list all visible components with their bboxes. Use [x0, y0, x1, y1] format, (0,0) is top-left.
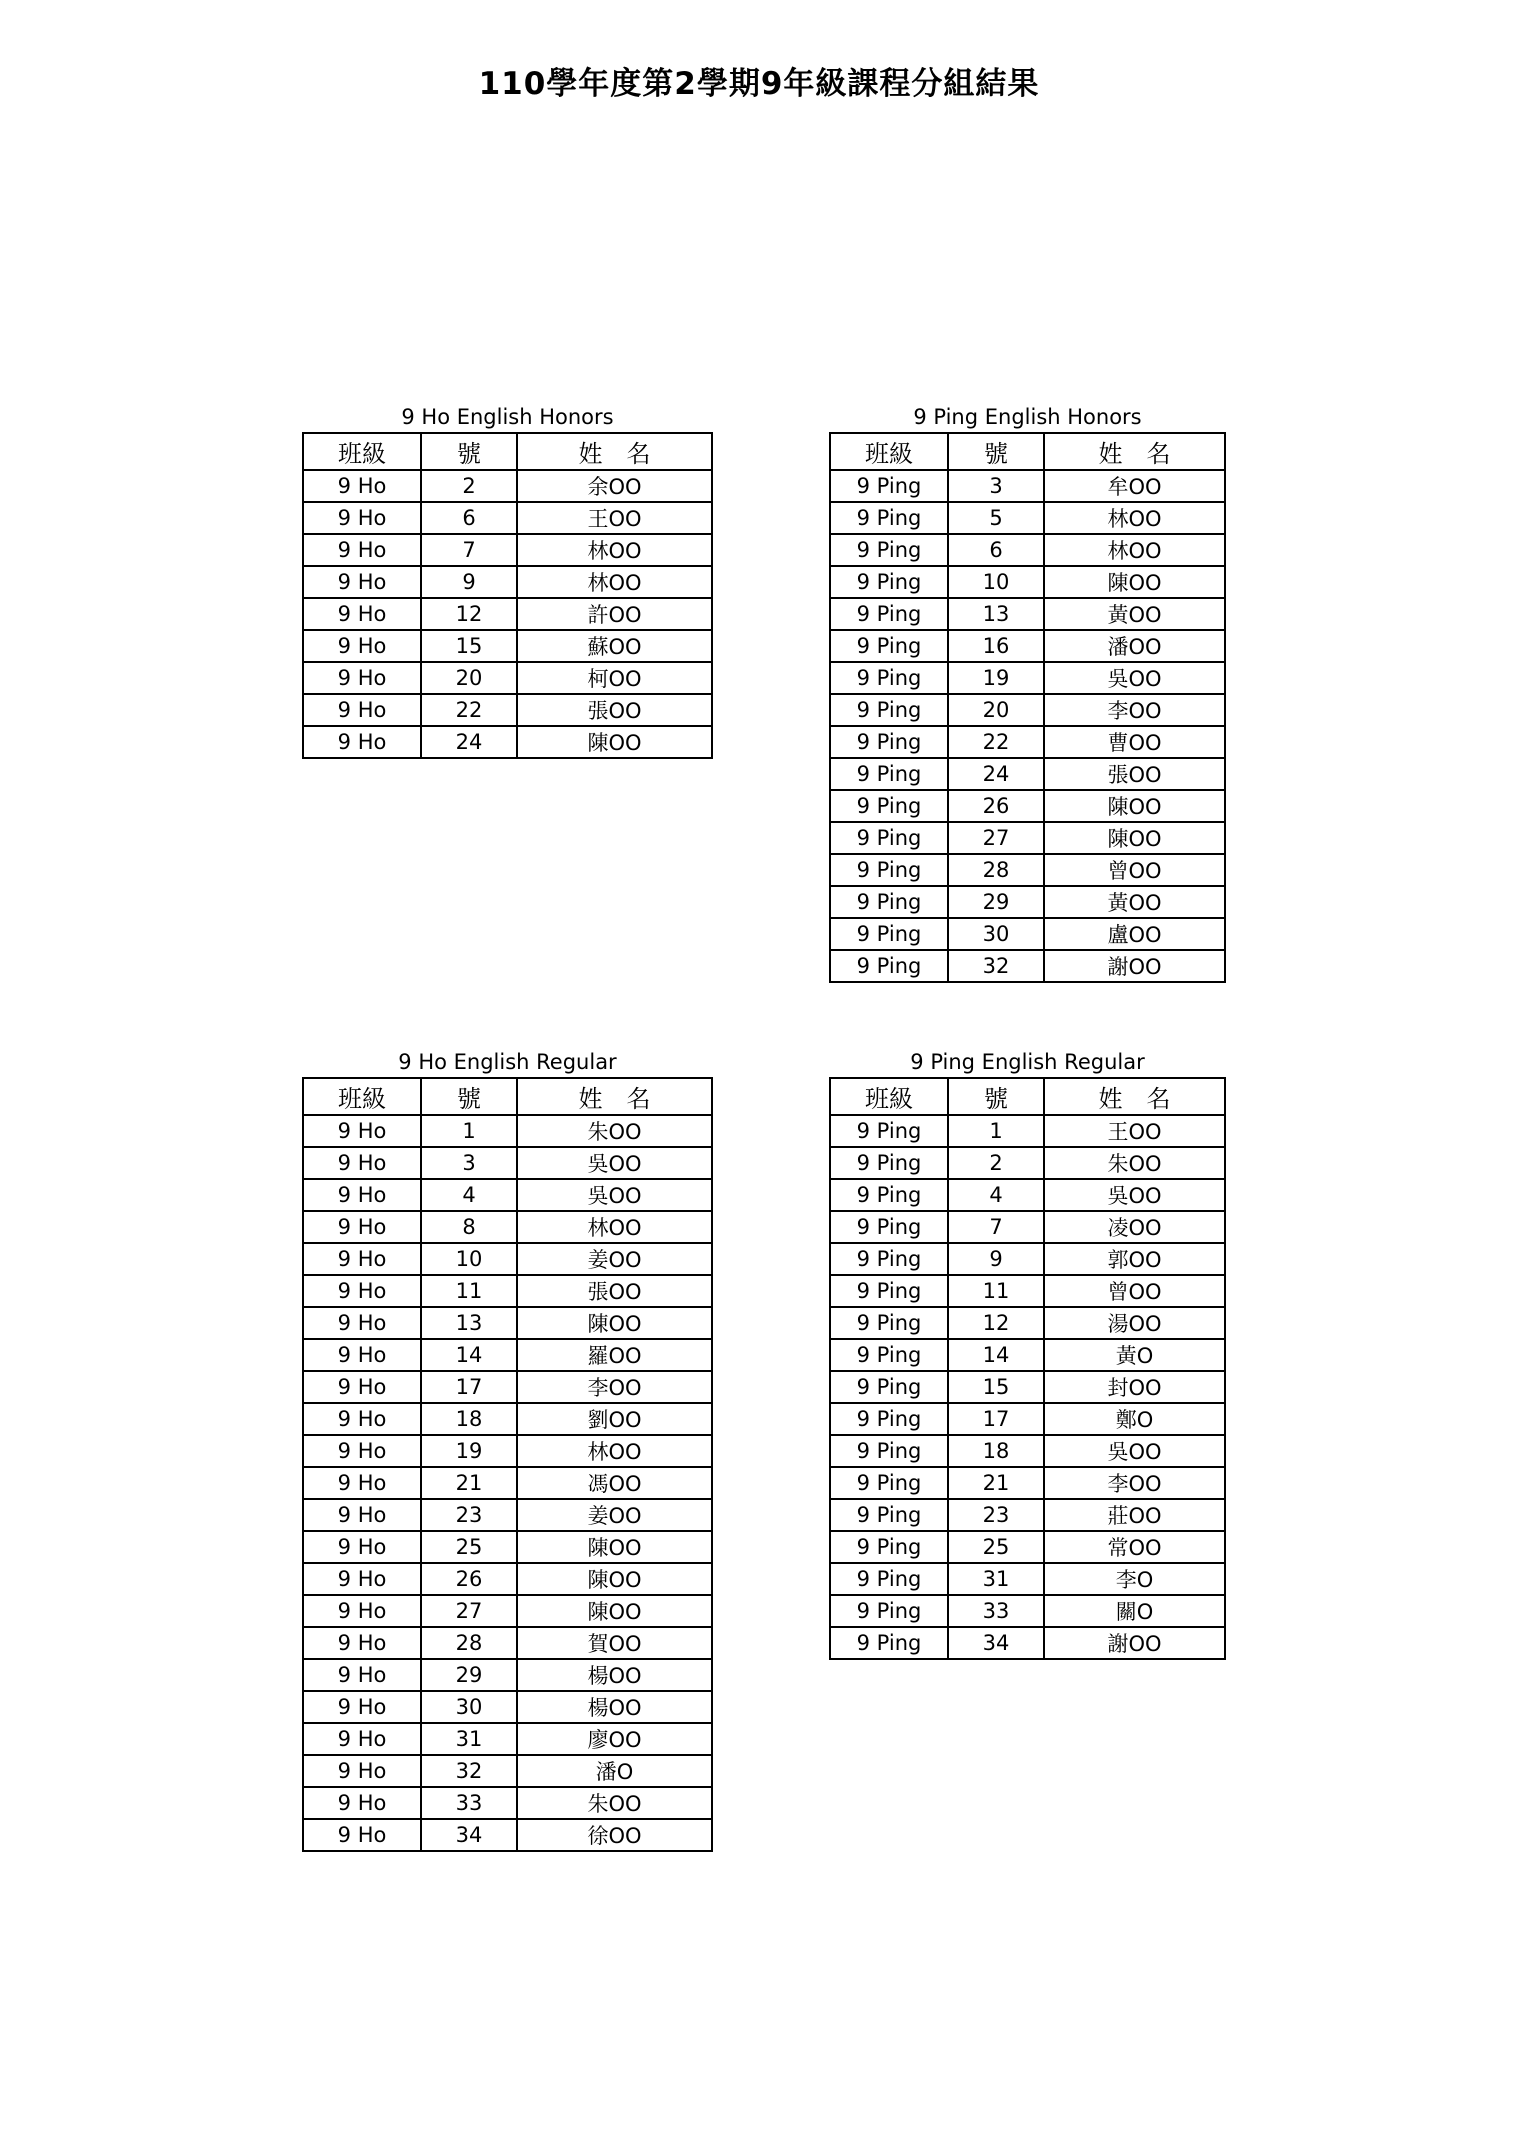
table-row — [830, 566, 1225, 598]
cell-class: 9 Ping — [830, 1531, 948, 1563]
table-row — [830, 1531, 1225, 1563]
table-row — [303, 1659, 712, 1691]
cell-class: 9 Ping — [830, 1627, 948, 1659]
table-row — [830, 1627, 1225, 1659]
cell-class: 9 Ho — [303, 1563, 421, 1595]
cell-name: 徐OO — [517, 1819, 712, 1851]
table-row — [830, 854, 1225, 886]
cell-name: 潘O — [517, 1755, 712, 1787]
table-row — [830, 694, 1225, 726]
cell-class: 9 Ho — [303, 662, 421, 694]
table-row — [830, 950, 1225, 982]
cell-class: 9 Ho — [303, 1115, 421, 1147]
header-class: 班級 — [303, 433, 421, 470]
table-row — [830, 758, 1225, 790]
header-class: 班級 — [830, 433, 948, 470]
cell-name: 許OO — [517, 598, 712, 630]
cell-number: 16 — [948, 630, 1044, 662]
cell-name: 馮OO — [517, 1467, 712, 1499]
cell-number: 14 — [421, 1339, 517, 1371]
cell-number: 13 — [421, 1307, 517, 1339]
cell-name: 吳OO — [1044, 1179, 1225, 1211]
cell-number: 9 — [421, 566, 517, 598]
cell-name: 林OO — [1044, 534, 1225, 566]
cell-name: 柯OO — [517, 662, 712, 694]
cell-class: 9 Ho — [303, 1691, 421, 1723]
cell-name: 謝OO — [1044, 950, 1225, 982]
cell-class: 9 Ping — [830, 1435, 948, 1467]
cell-number: 2 — [421, 470, 517, 502]
cell-number: 9 — [948, 1243, 1044, 1275]
cell-name: 黃OO — [1044, 598, 1225, 630]
cell-number: 22 — [421, 694, 517, 726]
cell-number: 19 — [421, 1435, 517, 1467]
cell-class: 9 Ho — [303, 470, 421, 502]
cell-number: 6 — [421, 502, 517, 534]
cell-name: 李OO — [1044, 1467, 1225, 1499]
table-caption: 9 Ho English Regular — [398, 1050, 617, 1074]
cell-class: 9 Ho — [303, 1179, 421, 1211]
cell-number: 2 — [948, 1147, 1044, 1179]
cell-class: 9 Ping — [830, 790, 948, 822]
cell-class: 9 Ping — [830, 534, 948, 566]
cell-class: 9 Ho — [303, 1819, 421, 1851]
table-row — [830, 662, 1225, 694]
cell-name: 陳OO — [517, 1307, 712, 1339]
table-row — [303, 1563, 712, 1595]
cell-number: 7 — [948, 1211, 1044, 1243]
cell-name: 姜OO — [517, 1243, 712, 1275]
table-row — [830, 918, 1225, 950]
cell-name: 賀OO — [517, 1627, 712, 1659]
cell-number: 15 — [948, 1371, 1044, 1403]
cell-name: 朱OO — [517, 1115, 712, 1147]
cell-name: 陳OO — [1044, 566, 1225, 598]
cell-class: 9 Ping — [830, 502, 948, 534]
cell-number: 12 — [421, 598, 517, 630]
table-row — [830, 1275, 1225, 1307]
table-body — [830, 470, 1225, 982]
cell-class: 9 Ping — [830, 1499, 948, 1531]
cell-class: 9 Ping — [830, 822, 948, 854]
table-row — [830, 630, 1225, 662]
cell-name: 劉OO — [517, 1403, 712, 1435]
cell-class: 9 Ping — [830, 1147, 948, 1179]
table-row — [830, 502, 1225, 534]
header-name: 姓 名 — [1044, 1078, 1225, 1115]
cell-name: 吳OO — [517, 1179, 712, 1211]
cell-name: 陳OO — [1044, 822, 1225, 854]
table-row — [303, 1819, 712, 1851]
cell-name: 牟OO — [1044, 470, 1225, 502]
cell-class: 9 Ho — [303, 1627, 421, 1659]
cell-number: 31 — [421, 1723, 517, 1755]
table-row — [303, 1115, 712, 1147]
table-row — [303, 502, 712, 534]
table-row — [303, 1691, 712, 1723]
cell-number: 31 — [948, 1563, 1044, 1595]
table-row — [303, 566, 712, 598]
cell-number: 17 — [948, 1403, 1044, 1435]
table-row — [830, 1499, 1225, 1531]
cell-class: 9 Ho — [303, 1435, 421, 1467]
cell-class: 9 Ping — [830, 1403, 948, 1435]
cell-name: 陳OO — [517, 726, 712, 758]
cell-number: 3 — [421, 1147, 517, 1179]
table-row — [830, 1595, 1225, 1627]
cell-number: 24 — [421, 726, 517, 758]
cell-class: 9 Ho — [303, 726, 421, 758]
cell-name: 王OO — [517, 502, 712, 534]
cell-name: 郭OO — [1044, 1243, 1225, 1275]
table-body — [303, 1115, 712, 1851]
cell-number: 22 — [948, 726, 1044, 758]
cell-number: 6 — [948, 534, 1044, 566]
cell-number: 1 — [421, 1115, 517, 1147]
cell-number: 29 — [948, 886, 1044, 918]
roster-table — [302, 1077, 713, 1852]
roster-table — [302, 432, 713, 759]
header-name: 姓 名 — [517, 433, 712, 470]
cell-name: 林OO — [517, 1435, 712, 1467]
table-row — [303, 1147, 712, 1179]
table-body — [303, 470, 712, 758]
cell-number: 12 — [948, 1307, 1044, 1339]
table-row — [830, 1243, 1225, 1275]
cell-name: 潘OO — [1044, 630, 1225, 662]
table-row — [830, 790, 1225, 822]
cell-name: 陳OO — [517, 1563, 712, 1595]
cell-number: 26 — [948, 790, 1044, 822]
table-row — [830, 598, 1225, 630]
header-row — [830, 1078, 1225, 1115]
cell-class: 9 Ho — [303, 534, 421, 566]
table-row — [303, 630, 712, 662]
cell-class: 9 Ho — [303, 1307, 421, 1339]
cell-name: 王OO — [1044, 1115, 1225, 1147]
cell-class: 9 Ho — [303, 1787, 421, 1819]
cell-class: 9 Ping — [830, 1595, 948, 1627]
table-row — [303, 598, 712, 630]
table-row — [830, 1211, 1225, 1243]
roster-table — [829, 1077, 1226, 1660]
table-body — [830, 1115, 1225, 1659]
cell-name: 陳OO — [517, 1531, 712, 1563]
table-row — [303, 1595, 712, 1627]
cell-class: 9 Ho — [303, 1467, 421, 1499]
cell-name: 黃O — [1044, 1339, 1225, 1371]
cell-class: 9 Ho — [303, 630, 421, 662]
cell-name: 曾OO — [1044, 854, 1225, 886]
cell-class: 9 Ping — [830, 598, 948, 630]
table-row — [303, 694, 712, 726]
cell-name: 陳OO — [517, 1595, 712, 1627]
cell-class: 9 Ping — [830, 662, 948, 694]
cell-name: 廖OO — [517, 1723, 712, 1755]
cell-name: 李OO — [1044, 694, 1225, 726]
cell-number: 4 — [948, 1179, 1044, 1211]
cell-number: 17 — [421, 1371, 517, 1403]
ping-regular-block — [829, 1047, 1226, 1660]
cell-class: 9 Ping — [830, 630, 948, 662]
cell-number: 20 — [948, 694, 1044, 726]
cell-name: 朱OO — [1044, 1147, 1225, 1179]
cell-number: 28 — [948, 854, 1044, 886]
table-row — [303, 1435, 712, 1467]
cell-name: 林OO — [517, 1211, 712, 1243]
table-row — [303, 1499, 712, 1531]
cell-name: 封OO — [1044, 1371, 1225, 1403]
cell-name: 蘇OO — [517, 630, 712, 662]
cell-class: 9 Ho — [303, 1403, 421, 1435]
cell-name: 李OO — [517, 1371, 712, 1403]
cell-class: 9 Ping — [830, 470, 948, 502]
cell-number: 21 — [421, 1467, 517, 1499]
cell-class: 9 Ping — [830, 950, 948, 982]
cell-number: 34 — [948, 1627, 1044, 1659]
table-row — [830, 470, 1225, 502]
table-row — [303, 534, 712, 566]
cell-class: 9 Ping — [830, 1563, 948, 1595]
table-row — [303, 1307, 712, 1339]
cell-number: 8 — [421, 1211, 517, 1243]
table-row — [303, 1339, 712, 1371]
ping-honors-block — [829, 402, 1226, 983]
cell-number: 33 — [948, 1595, 1044, 1627]
table-row — [830, 1371, 1225, 1403]
cell-number: 11 — [948, 1275, 1044, 1307]
cell-class: 9 Ping — [830, 1467, 948, 1499]
cell-number: 32 — [421, 1755, 517, 1787]
cell-number: 13 — [948, 598, 1044, 630]
table-row — [303, 1723, 712, 1755]
cell-class: 9 Ho — [303, 1755, 421, 1787]
table-row — [303, 1275, 712, 1307]
cell-class: 9 Ping — [830, 854, 948, 886]
header-class: 班級 — [303, 1078, 421, 1115]
header-row — [303, 1078, 712, 1115]
cell-name: 張OO — [1044, 758, 1225, 790]
cell-number: 23 — [421, 1499, 517, 1531]
table-row — [830, 822, 1225, 854]
cell-name: 凌OO — [1044, 1211, 1225, 1243]
cell-class: 9 Ping — [830, 1115, 948, 1147]
cell-class: 9 Ho — [303, 1339, 421, 1371]
cell-number: 33 — [421, 1787, 517, 1819]
table-row — [830, 1467, 1225, 1499]
table-row — [303, 1467, 712, 1499]
cell-name: 吳OO — [517, 1147, 712, 1179]
cell-class: 9 Ho — [303, 1595, 421, 1627]
cell-class: 9 Ping — [830, 726, 948, 758]
cell-name: 陳OO — [1044, 790, 1225, 822]
cell-number: 25 — [421, 1531, 517, 1563]
cell-number: 19 — [948, 662, 1044, 694]
header-number: 號 — [948, 1078, 1044, 1115]
table-row — [303, 1211, 712, 1243]
cell-number: 10 — [421, 1243, 517, 1275]
cell-class: 9 Ho — [303, 1211, 421, 1243]
table-row — [830, 886, 1225, 918]
page-title: 110學年度第2學期9年級課程分組結果 — [478, 66, 1040, 102]
header-number: 號 — [421, 1078, 517, 1115]
cell-name: 李O — [1044, 1563, 1225, 1595]
cell-class: 9 Ping — [830, 1211, 948, 1243]
cell-class: 9 Ping — [830, 1243, 948, 1275]
header-row — [303, 433, 712, 470]
cell-name: 姜OO — [517, 1499, 712, 1531]
table-row — [303, 1403, 712, 1435]
cell-class: 9 Ping — [830, 886, 948, 918]
table-row — [303, 1531, 712, 1563]
cell-class: 9 Ho — [303, 1499, 421, 1531]
cell-number: 30 — [948, 918, 1044, 950]
table-row — [830, 1307, 1225, 1339]
cell-name: 余OO — [517, 470, 712, 502]
header-name: 姓 名 — [1044, 433, 1225, 470]
cell-number: 7 — [421, 534, 517, 566]
cell-number: 21 — [948, 1467, 1044, 1499]
cell-number: 18 — [421, 1403, 517, 1435]
cell-name: 林OO — [1044, 502, 1225, 534]
cell-class: 9 Ping — [830, 1179, 948, 1211]
cell-number: 23 — [948, 1499, 1044, 1531]
ho-honors-block — [302, 402, 713, 759]
table-caption: 9 Ping English Regular — [910, 1050, 1145, 1074]
cell-name: 張OO — [517, 694, 712, 726]
header-number: 號 — [421, 433, 517, 470]
cell-name: 莊OO — [1044, 1499, 1225, 1531]
cell-class: 9 Ping — [830, 1371, 948, 1403]
cell-class: 9 Ho — [303, 566, 421, 598]
table-row — [303, 1755, 712, 1787]
roster-table — [829, 432, 1226, 983]
table-row — [303, 1627, 712, 1659]
cell-number: 11 — [421, 1275, 517, 1307]
cell-name: 常OO — [1044, 1531, 1225, 1563]
cell-class: 9 Ho — [303, 502, 421, 534]
cell-class: 9 Ho — [303, 1723, 421, 1755]
table-row — [830, 1115, 1225, 1147]
cell-name: 朱OO — [517, 1787, 712, 1819]
cell-name: 張OO — [517, 1275, 712, 1307]
table-row — [303, 1179, 712, 1211]
table-row — [830, 1179, 1225, 1211]
table-row — [830, 1403, 1225, 1435]
cell-number: 18 — [948, 1435, 1044, 1467]
table-caption: 9 Ping English Honors — [913, 405, 1142, 429]
cell-number: 26 — [421, 1563, 517, 1595]
cell-class: 9 Ping — [830, 1275, 948, 1307]
cell-class: 9 Ping — [830, 1307, 948, 1339]
cell-number: 5 — [948, 502, 1044, 534]
cell-number: 25 — [948, 1531, 1044, 1563]
table-row — [830, 1435, 1225, 1467]
cell-name: 關O — [1044, 1595, 1225, 1627]
table-row — [303, 1787, 712, 1819]
header-number: 號 — [948, 433, 1044, 470]
cell-number: 34 — [421, 1819, 517, 1851]
cell-class: 9 Ping — [830, 566, 948, 598]
cell-number: 27 — [948, 822, 1044, 854]
cell-name: 曾OO — [1044, 1275, 1225, 1307]
cell-number: 3 — [948, 470, 1044, 502]
cell-number: 24 — [948, 758, 1044, 790]
cell-number: 32 — [948, 950, 1044, 982]
cell-number: 29 — [421, 1659, 517, 1691]
cell-number: 1 — [948, 1115, 1044, 1147]
header-name: 姓 名 — [517, 1078, 712, 1115]
header-row — [830, 433, 1225, 470]
table-row — [830, 1339, 1225, 1371]
cell-class: 9 Ping — [830, 1339, 948, 1371]
table-row — [303, 662, 712, 694]
table-row — [303, 1371, 712, 1403]
cell-name: 吳OO — [1044, 1435, 1225, 1467]
cell-number: 15 — [421, 630, 517, 662]
cell-name: 楊OO — [517, 1659, 712, 1691]
cell-class: 9 Ho — [303, 598, 421, 630]
table-row — [830, 726, 1225, 758]
cell-class: 9 Ping — [830, 694, 948, 726]
cell-class: 9 Ho — [303, 1147, 421, 1179]
cell-class: 9 Ping — [830, 918, 948, 950]
cell-name: 曹OO — [1044, 726, 1225, 758]
cell-number: 4 — [421, 1179, 517, 1211]
cell-number: 28 — [421, 1627, 517, 1659]
table-row — [830, 1563, 1225, 1595]
cell-number: 14 — [948, 1339, 1044, 1371]
cell-name: 楊OO — [517, 1691, 712, 1723]
ho-regular-block — [302, 1047, 713, 1852]
cell-name: 林OO — [517, 566, 712, 598]
cell-number: 20 — [421, 662, 517, 694]
table-row — [830, 534, 1225, 566]
cell-name: 湯OO — [1044, 1307, 1225, 1339]
header-class: 班級 — [830, 1078, 948, 1115]
cell-class: 9 Ho — [303, 1531, 421, 1563]
cell-number: 27 — [421, 1595, 517, 1627]
cell-name: 黃OO — [1044, 886, 1225, 918]
cell-name: 林OO — [517, 534, 712, 566]
cell-name: 羅OO — [517, 1339, 712, 1371]
cell-class: 9 Ho — [303, 1275, 421, 1307]
cell-class: 9 Ho — [303, 694, 421, 726]
table-row — [830, 1147, 1225, 1179]
cell-name: 盧OO — [1044, 918, 1225, 950]
cell-name: 鄭O — [1044, 1403, 1225, 1435]
cell-name: 謝OO — [1044, 1627, 1225, 1659]
table-row — [303, 470, 712, 502]
cell-class: 9 Ping — [830, 758, 948, 790]
cell-number: 30 — [421, 1691, 517, 1723]
cell-name: 吳OO — [1044, 662, 1225, 694]
table-row — [303, 1243, 712, 1275]
cell-number: 10 — [948, 566, 1044, 598]
table-row — [303, 726, 712, 758]
cell-class: 9 Ho — [303, 1243, 421, 1275]
cell-class: 9 Ho — [303, 1371, 421, 1403]
table-caption: 9 Ho English Honors — [401, 405, 614, 429]
cell-class: 9 Ho — [303, 1659, 421, 1691]
